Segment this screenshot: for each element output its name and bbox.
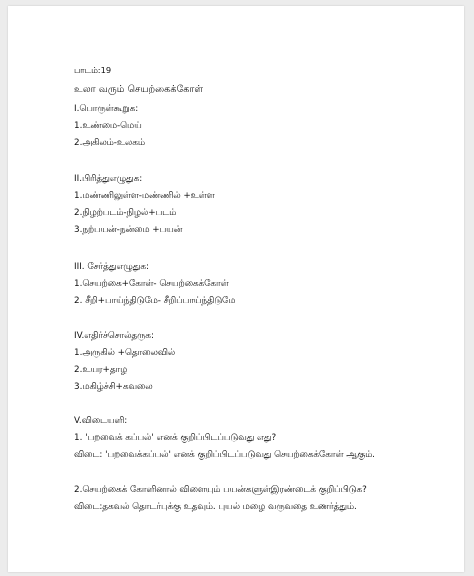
document-page — [8, 6, 464, 572]
section-heading-split: II.பிரித்துஎழுதுக: — [74, 174, 143, 184]
document-title: உலா வரும் செயற்கைக்கோள் — [74, 84, 204, 95]
question-1: 1. 'பறவைக் கப்பல்' எனக் குறிப்பிடப்படுவது எது? — [74, 433, 277, 443]
answer-2: விடை:தகவல் தொடர்புக்கு உதவும். புயல் மழை வருவதை உணர்த்தும். — [74, 502, 357, 512]
section-heading-antonyms: IV.எதிர்ச்சொல்தருக: — [74, 331, 154, 341]
antonym-item-2: 2.உயர+தாழ — [74, 365, 128, 375]
join-item-2: 2. சீறி+பாய்ந்திடுமே- சீறிப்பாய்ந்திடுமே — [74, 296, 236, 306]
meaning-item-1: 1.உண்மை-மெய் — [74, 121, 142, 131]
question-2: 2.செயற்கைக் கோளினால் விளையும் பயன்களுள்இரண்டைக் குறிப்பிடுக? — [74, 485, 367, 495]
split-item-1: 1.மண்ணிலுள்ள-மண்ணில் +உள்ள — [74, 191, 215, 201]
antonym-item-1: 1.அருகில் +தொலைவில் — [74, 348, 176, 358]
split-item-2: 2.நிழற்படம்-நிழல்+படம் — [74, 208, 177, 218]
answer-1: விடை: 'பறவைக்கப்பல்' எனக் குறிப்பிடப்படுவது செயற்கைக்கோள் ஆகும். — [74, 450, 375, 460]
split-item-3: 3.நற்பயன்-நன்மை +பயன் — [74, 225, 183, 235]
meaning-item-2: 2.அகிலம்-உலகம் — [74, 138, 145, 148]
section-heading-join: III. சேர்த்துஎழுதுக: — [74, 262, 149, 272]
section-heading-meanings: I.பொருள்கூறுக: — [74, 104, 139, 114]
join-item-1: 1.செயற்கை+கோள்- செயற்கைக்கோள் — [74, 279, 229, 289]
lesson-number: பாடம்:19 — [74, 65, 112, 75]
section-heading-answers: V.விடையளி: — [74, 416, 128, 426]
antonym-item-3: 3.மகிழ்ச்சி+கவலை — [74, 382, 153, 392]
